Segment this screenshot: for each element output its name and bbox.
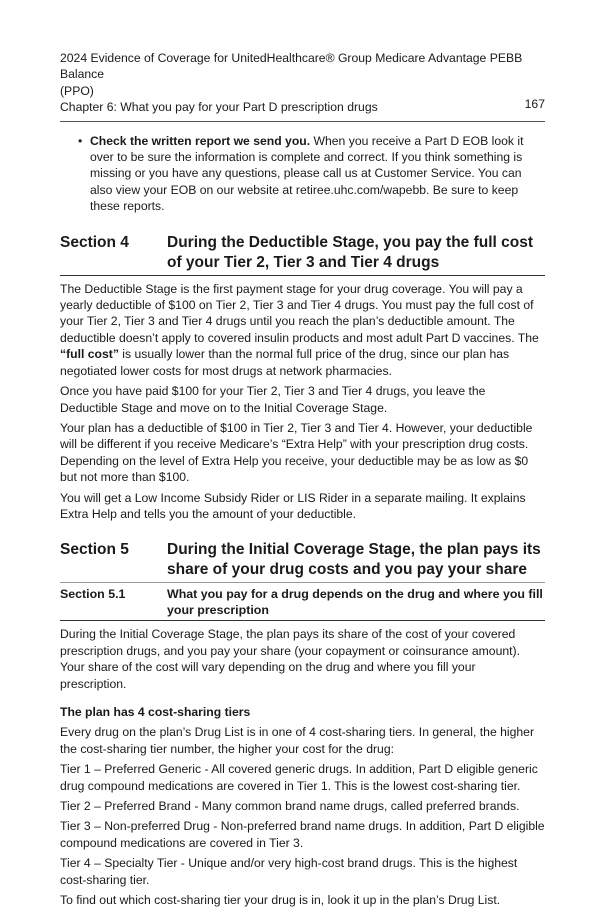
bold-text: “full cost”	[60, 347, 119, 362]
text: The Deductible Stage is the first payment stage for your drug coverage. You will pay a yearly deductible of $100 on Tier 2, Tier 3 and Tier 4 drugs. You must pay the full cost of your Tier 2, Tier 3 and Tier 4 drugs until you reach the plan’s deductible amount. The deductible doesn’t apply to covered insulin products and most adult Part D vaccines. The	[60, 281, 539, 345]
document-title: 2024 Evidence of Coverage for UnitedHealthcare® Group Medicare Advantage PEBB Balance	[60, 51, 523, 82]
paragraph: Your plan has a deductible of $100 in Tier 2, Tier 3 and Tier 4. However, your deductible will be different if you receive Medicare’s “Extra Help” with your prescription drug costs. Depending on the level of Extra Help you receive, your deductible may be as low as $0 but not more than $100.	[60, 420, 533, 485]
subsection-title: What you pay for a drug depends on the drug and where you fill your prescription	[167, 587, 543, 618]
paragraph: You will get a Low Income Subsidy Rider or LIS Rider in a separate mailing. It explains Extra Help and tells you the amount of your deductible.	[60, 490, 526, 521]
tier-item: Tier 1 – Preferred Generic - All covered generic drugs. In addition, Part D eligible generic drug compound medications are covered in Tier 1. This is the lowest cost-sharing tier.	[60, 762, 538, 793]
section-5-heading	[60, 540, 545, 583]
document-title-cont: (PPO)	[60, 83, 94, 98]
document-page	[60, 50, 545, 912]
text: is usually lower than the normal full price of the drug, since our plan has negotiated lower costs for most drugs at network pharmacies.	[60, 347, 510, 378]
paragraph: Every drug on the plan’s Drug List is in one of 4 cost-sharing tiers. In general, the higher the cost-sharing tier number, the higher your cost for the drug:	[60, 725, 534, 756]
paragraph	[60, 281, 545, 379]
bullet-bold: Check the written report we send you.	[90, 133, 311, 148]
paragraph: During the Initial Coverage Stage, the plan pays its share of the cost of your covered prescription drugs, and you pay your share (your copayment or coinsurance amount). Your share of the cost will vary depending on the drug and where you fill your prescription.	[60, 627, 520, 691]
page-number: 167	[524, 97, 545, 112]
bullet-item	[78, 133, 545, 215]
tier-item: Tier 3 – Non-preferred Drug - Non-preferred brand name drugs. In addition, Part D eligible compound medications are covered in Tier 3.	[60, 819, 545, 850]
tiers-heading: The plan has 4 cost-sharing tiers	[60, 704, 251, 719]
subsection-number: Section 5.1	[60, 587, 126, 602]
section-5-1-heading	[60, 586, 545, 621]
paragraph: Once you have paid $100 for your Tier 2, Tier 3 and Tier 4 drugs, you leave the Deductible Stage and move on to the Initial Coverage Stage.	[60, 384, 486, 415]
tier-item: Tier 2 – Preferred Brand - Many common brand name drugs, called preferred brands.	[60, 799, 520, 813]
section-title: During the Initial Coverage Stage, the plan pays its share of your drug costs and you pay your share	[167, 541, 541, 579]
chapter-title: Chapter 6: What you pay for your Part D prescription drugs	[60, 100, 378, 115]
page-header	[60, 50, 545, 122]
section-number: Section 5	[60, 541, 129, 559]
paragraph: To find out which cost-sharing tier your drug is in, look it up in the plan’s Drug List.	[60, 893, 501, 908]
section-4-heading	[60, 233, 545, 276]
bullet-icon: •	[78, 133, 83, 148]
section-number: Section 4	[60, 233, 129, 251]
bullet-text: When you receive a Part D EOB look it over to be sure the information is complete and correct. If you think something is missing or you have any questions, please call us at Customer Service. You can also view your EOB on our website at retiree.uhc.com/wapebb. Be sure to keep these reports.	[90, 133, 524, 214]
tier-item: Tier 4 – Specialty Tier - Unique and/or very high-cost brand drugs. This is the highest cost-sharing tier.	[60, 856, 518, 887]
section-title: During the Deductible Stage, you pay the full cost of your Tier 2, Tier 3 and Tier 4 drugs	[167, 233, 534, 271]
